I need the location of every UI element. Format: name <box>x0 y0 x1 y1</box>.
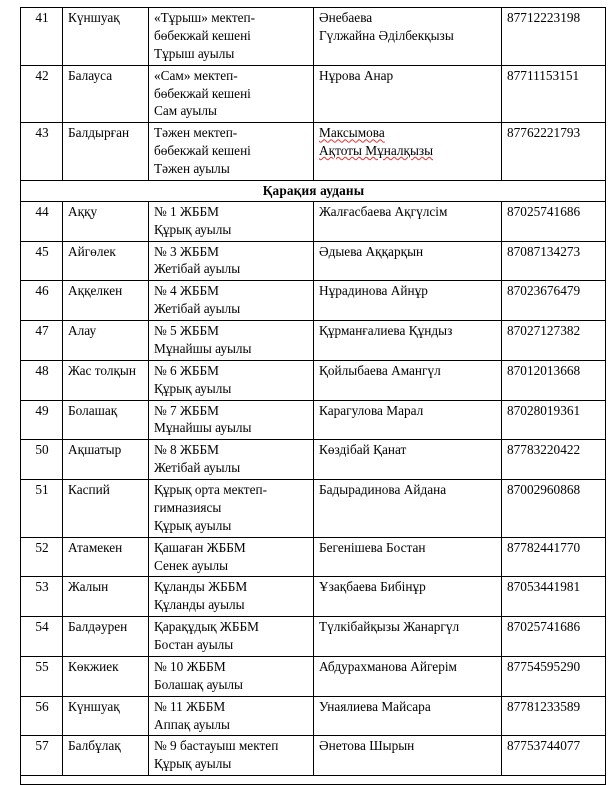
row-number: 46 <box>21 281 63 321</box>
phone-number: 87028019361 <box>502 400 606 440</box>
cell-line: Ұзақбаева Бибінұр <box>319 579 426 595</box>
school-and-village <box>149 440 314 480</box>
phone-number: 87783220422 <box>502 440 606 480</box>
school-and-village <box>149 201 314 241</box>
cell-line: Тәжен ауылы <box>154 161 230 176</box>
school-and-village <box>149 123 314 181</box>
phone-number: 87762221793 <box>502 123 606 181</box>
contact-person <box>314 577 502 617</box>
school-and-village <box>149 65 314 123</box>
school-and-village <box>149 241 314 281</box>
phone-number: 87711153151 <box>502 65 606 123</box>
table-row <box>21 201 606 241</box>
district-header-row <box>21 180 606 201</box>
table-row <box>21 440 606 480</box>
table-row <box>21 321 606 361</box>
cell-line: Құрық ауылы <box>154 517 232 533</box>
cell-line: «Тұрыш» мектеп- <box>154 10 256 25</box>
district-header-label: Қарақия ауданы <box>21 180 606 201</box>
organization-name: Балдәурен <box>63 617 149 657</box>
row-number: 53 <box>21 577 63 617</box>
cell-line: Жетібай ауылы <box>154 261 241 277</box>
phone-number: 87782441770 <box>502 537 606 577</box>
table-row <box>21 617 606 657</box>
cell-line: Әнетова Шырын <box>319 738 415 754</box>
cell-line: гимназиясы <box>154 499 222 515</box>
table-row <box>21 736 606 776</box>
cell-line: № 3 ЖББМ <box>154 243 219 259</box>
cell-line: Мұнайшы ауылы <box>154 420 252 436</box>
phone-number: 87023676479 <box>502 281 606 321</box>
organization-name: Ақшатыр <box>63 440 149 480</box>
table-row <box>21 65 606 123</box>
cell-line: Көздібай Қанат <box>319 442 407 458</box>
school-and-village <box>149 617 314 657</box>
organization-name: Күншуақ <box>63 696 149 736</box>
table-row <box>21 360 606 400</box>
phone-number: 87754595290 <box>502 656 606 696</box>
contact-person <box>314 480 502 538</box>
row-number: 52 <box>21 537 63 577</box>
organization-name: Балауса <box>63 65 149 123</box>
row-number: 54 <box>21 617 63 657</box>
cell-line: Ақтоты Мұналқызы <box>319 143 434 159</box>
cell-line: Қашаған ЖББМ <box>154 539 246 555</box>
cell-line: Құрық ауылы <box>154 756 232 772</box>
cell-line: Құрық ауылы <box>154 380 232 396</box>
cell-line: Бадырадинова Айдана <box>319 482 447 497</box>
cell-line: Қойлыбаева Амангүл <box>319 362 441 378</box>
cell-line: Құрманғалиева Құндыз <box>319 323 453 338</box>
cell-line: № 4 ЖББМ <box>154 283 219 299</box>
school-and-village <box>149 656 314 696</box>
phone-number: 87753744077 <box>502 736 606 776</box>
row-number: 45 <box>21 241 63 281</box>
contact-person <box>314 65 502 123</box>
cell-line: Тұрыш ауылы <box>154 45 235 61</box>
cell-line: № 7 ЖББМ <box>154 402 219 418</box>
school-and-village <box>149 281 314 321</box>
organization-name: Күншуақ <box>63 8 149 66</box>
organization-name: Болашақ <box>63 400 149 440</box>
registry-table <box>20 7 606 785</box>
cell-line: Болашақ ауылы <box>154 676 243 692</box>
row-number: 42 <box>21 65 63 123</box>
phone-number: 87025741686 <box>502 201 606 241</box>
cell-line: Әдыева Аққарқын <box>319 243 424 259</box>
organization-name: Жас толқын <box>63 360 149 400</box>
row-number: 56 <box>21 696 63 736</box>
cell-line: Унаялиева Майсара <box>319 698 431 714</box>
contact-person <box>314 440 502 480</box>
row-number: 50 <box>21 440 63 480</box>
cell-line: Нұрадинова Айнұр <box>319 283 428 299</box>
contact-person <box>314 201 502 241</box>
cell-line: Бегенішева Бостан <box>319 539 426 555</box>
cell-line: № 11 ЖББМ <box>154 698 226 714</box>
cell-line: Құрық ауылы <box>154 221 232 237</box>
row-number: 49 <box>21 400 63 440</box>
cell-line: бөбекжай кешені <box>154 85 251 101</box>
table-row <box>21 400 606 440</box>
cell-line: Сенек ауылы <box>154 557 229 573</box>
contact-person <box>314 696 502 736</box>
cell-line: Гүлжайна Әділбекқызы <box>319 27 454 43</box>
cell-line: Жетібай ауылы <box>154 301 241 317</box>
contact-person <box>314 656 502 696</box>
organization-name: Балбұлақ <box>63 736 149 776</box>
cell-line: бөбекжай кешені <box>154 143 251 159</box>
table-row <box>21 577 606 617</box>
table-row <box>21 656 606 696</box>
school-and-village <box>149 696 314 736</box>
cell-line: Нұрова Анар <box>319 67 394 83</box>
row-number: 51 <box>21 480 63 538</box>
cell-line: № 1 ЖББМ <box>154 203 219 219</box>
school-and-village <box>149 400 314 440</box>
row-number: 55 <box>21 656 63 696</box>
cell-line: Әнебаева <box>319 10 373 25</box>
contact-person <box>314 617 502 657</box>
cell-line: бөбекжай кешені <box>154 27 251 43</box>
table-row <box>21 123 606 181</box>
contact-person <box>314 400 502 440</box>
table-row <box>21 480 606 538</box>
organization-name: Жалын <box>63 577 149 617</box>
contact-person <box>314 537 502 577</box>
contact-person <box>314 123 502 181</box>
cell-line: Жетібай ауылы <box>154 460 241 476</box>
organization-name: Балдырған <box>63 123 149 181</box>
cell-line: Құланды ауылы <box>154 597 245 613</box>
row-number: 47 <box>21 321 63 361</box>
cut-off-cell <box>21 776 606 785</box>
contact-person <box>314 360 502 400</box>
cell-line: № 5 ЖББМ <box>154 323 219 338</box>
cell-line: Абдурахманова Айгерім <box>319 658 457 674</box>
cell-line: Құрық орта мектеп- <box>154 482 268 497</box>
school-and-village <box>149 321 314 361</box>
organization-name: Каспий <box>63 480 149 538</box>
row-number: 41 <box>21 8 63 66</box>
phone-number: 87025741686 <box>502 617 606 657</box>
cell-line: Сам ауылы <box>154 103 217 119</box>
table-row <box>21 8 606 66</box>
phone-number: 87712223198 <box>502 8 606 66</box>
organization-name: Атамекен <box>63 537 149 577</box>
cell-line: Мұнайшы ауылы <box>154 340 252 356</box>
organization-name: Айгөлек <box>63 241 149 281</box>
row-number: 44 <box>21 201 63 241</box>
cell-line: Аппақ ауылы <box>154 716 230 732</box>
cell-line: Құланды ЖББМ <box>154 579 248 595</box>
school-and-village <box>149 480 314 538</box>
phone-number: 87781233589 <box>502 696 606 736</box>
row-number: 48 <box>21 360 63 400</box>
phone-number: 87002960868 <box>502 480 606 538</box>
organization-name: Көкжиек <box>63 656 149 696</box>
row-number: 43 <box>21 123 63 181</box>
phone-number: 87027127382 <box>502 321 606 361</box>
organization-name: Алау <box>63 321 149 361</box>
school-and-village <box>149 8 314 66</box>
organization-name: Аққелкен <box>63 281 149 321</box>
phone-number: 87087134273 <box>502 241 606 281</box>
contact-person <box>314 321 502 361</box>
phone-number: 87012013668 <box>502 360 606 400</box>
cell-line: № 9 бастауыш мектеп <box>154 738 279 754</box>
table-row <box>21 241 606 281</box>
cell-line: Түлкібайқызы Жанаргүл <box>319 619 460 635</box>
cell-line: Жалғасбаева Ақгүлсім <box>319 203 448 219</box>
contact-person <box>314 736 502 776</box>
cell-line: Тәжен мектеп- <box>154 125 238 141</box>
school-and-village <box>149 577 314 617</box>
cell-line: Бостан ауылы <box>154 637 234 652</box>
school-and-village <box>149 360 314 400</box>
phone-number: 87053441981 <box>502 577 606 617</box>
cut-off-row <box>21 776 606 785</box>
cell-line: № 8 ЖББМ <box>154 442 219 458</box>
cell-line: «Сам» мектеп- <box>154 67 238 83</box>
cell-line: Қарақұдық ЖББМ <box>154 619 259 635</box>
row-number: 57 <box>21 736 63 776</box>
contact-person <box>314 8 502 66</box>
cell-line: Карагулова Марал <box>319 402 424 418</box>
school-and-village <box>149 537 314 577</box>
school-and-village <box>149 736 314 776</box>
cell-line: № 6 ЖББМ <box>154 362 219 378</box>
organization-name: Аққу <box>63 201 149 241</box>
cell-line: № 10 ЖББМ <box>154 658 226 674</box>
cell-line: Максымова <box>319 125 385 141</box>
contact-person <box>314 281 502 321</box>
contact-person <box>314 241 502 281</box>
table-row <box>21 696 606 736</box>
table-row <box>21 537 606 577</box>
table-body <box>21 8 606 785</box>
table-row <box>21 281 606 321</box>
